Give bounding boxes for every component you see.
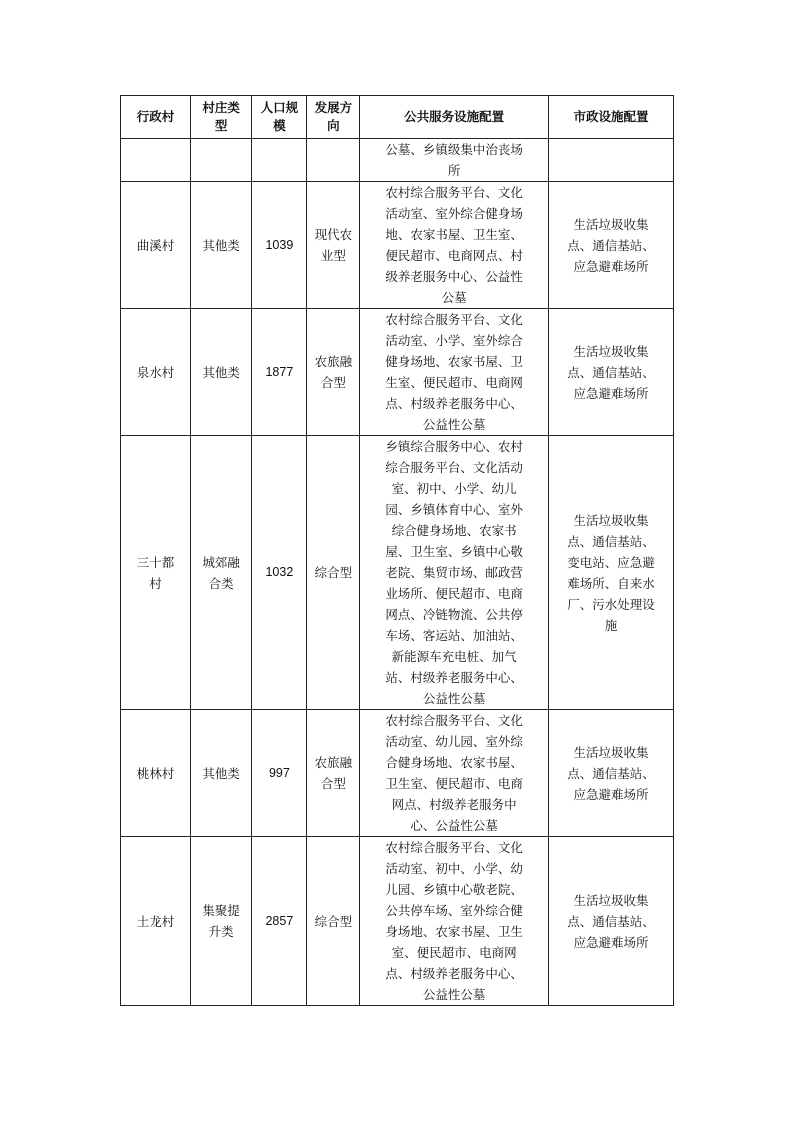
cell-public-facilities-line: 车场、客运站、加油站、 <box>385 628 523 643</box>
cell-public-facilities-line: 活动室、初中、小学、幼 <box>385 861 523 876</box>
cell-village-type-line: 其他类 <box>202 765 240 781</box>
cell-village-type-line: 集聚提 <box>202 903 240 918</box>
cell-municipal-facilities-line: 应急避难场所 <box>573 385 649 401</box>
cell-municipal-facilities <box>548 309 673 436</box>
cell-public-facilities <box>360 139 549 182</box>
cell-village <box>121 139 191 182</box>
cell-municipal-facilities <box>548 710 673 837</box>
table-row <box>121 837 674 1006</box>
cell-public-facilities-line: 身场地、农家书屋、卫生 <box>385 924 523 939</box>
cell-direction <box>307 710 360 837</box>
cell-public-facilities-line: 园、乡镇体育中心、室外 <box>385 502 523 517</box>
cell-municipal-facilities-line: 生活垃圾收集 <box>573 892 649 908</box>
table-row <box>121 710 674 837</box>
cell-direction-line: 业型 <box>320 248 346 263</box>
cell-public-facilities-line: 业场所、便民超市、电商 <box>385 586 523 601</box>
cell-public-facilities-line: 农村综合服务平台、文化 <box>385 312 523 327</box>
cell-municipal-facilities <box>548 436 673 710</box>
cell-municipal-facilities-line: 施 <box>604 617 618 633</box>
header-population: 人口规 模 <box>252 96 307 139</box>
cell-population-value: 2857 <box>265 913 294 928</box>
cell-public-facilities-line: 新能源车充电桩、加气 <box>391 649 517 664</box>
cell-village-line: 土龙村 <box>136 913 175 929</box>
cell-public-facilities-line: 健身场地、农家书屋、卫 <box>385 354 523 369</box>
cell-village-type-line: 合类 <box>208 575 234 591</box>
cell-municipal-facilities-line: 点、通信基站、 <box>567 765 655 781</box>
cell-village-line: 曲溪村 <box>136 237 175 253</box>
cell-public-facilities <box>360 837 549 1006</box>
cell-direction-line: 合型 <box>320 776 346 791</box>
cell-village-type <box>190 139 251 182</box>
cell-population <box>252 139 307 182</box>
cell-public-facilities <box>360 309 549 436</box>
cell-municipal-facilities-line: 点、通信基站、 <box>567 533 655 549</box>
cell-direction-line: 农旅融 <box>314 354 353 369</box>
cell-village <box>121 436 191 710</box>
cell-population-value: 1032 <box>265 565 294 579</box>
cell-public-facilities-line: 活动室、室外综合健身场 <box>385 206 523 221</box>
cell-village <box>121 710 191 837</box>
cell-public-facilities-line: 综合服务平台、文化活动 <box>385 460 523 475</box>
cell-public-facilities-line: 所 <box>447 163 461 178</box>
cell-population-value: 1877 <box>265 364 294 379</box>
cell-municipal-facilities-line: 生活垃圾收集 <box>573 216 649 232</box>
header-public-facilities: 公共服务设施配置 <box>360 96 549 139</box>
cell-municipal-facilities-line: 生活垃圾收集 <box>573 512 649 528</box>
cell-public-facilities-line: 屋、卫生室、乡镇中心敬 <box>385 544 523 559</box>
header-village-type: 村庄类 型 <box>190 96 251 139</box>
cell-municipal-facilities-line: 生活垃圾收集 <box>573 744 649 760</box>
cell-public-facilities-line: 室、便民超市、电商网 <box>391 945 517 960</box>
cell-public-facilities-line: 公益性公墓 <box>422 691 486 706</box>
cell-village-line: 村 <box>149 575 162 591</box>
cell-direction-line: 综合型 <box>314 565 353 580</box>
cell-municipal-facilities <box>548 837 673 1006</box>
cell-public-facilities <box>360 436 549 710</box>
cell-public-facilities-line: 点、村级养老服务中心、 <box>385 966 523 981</box>
cell-village-line: 三十都 <box>136 554 175 570</box>
cell-population <box>252 710 307 837</box>
cell-direction <box>307 182 360 309</box>
cell-public-facilities-line: 公墓 <box>441 290 467 305</box>
cell-municipal-facilities-line: 厂、污水处理设 <box>567 596 655 612</box>
cell-public-facilities-line: 网点、冷链物流、公共停 <box>385 607 523 622</box>
cell-public-facilities-line: 公墓、乡镇级集中治丧场 <box>385 142 523 157</box>
cell-public-facilities-line: 网点、村级养老服务中 <box>391 797 517 812</box>
cell-direction-line: 现代农 <box>314 227 353 242</box>
cell-village <box>121 309 191 436</box>
cell-public-facilities-line: 心、公益性公墓 <box>410 818 498 833</box>
village-facilities-table <box>120 95 674 1006</box>
header-row <box>121 96 674 139</box>
table-row <box>121 436 674 710</box>
cell-public-facilities-line: 室、初中、小学、幼儿 <box>391 481 517 496</box>
cell-municipal-facilities-line: 点、通信基站、 <box>567 913 655 929</box>
cell-public-facilities-line: 便民超市、电商网点、村 <box>385 248 523 263</box>
cell-municipal-facilities-line: 生活垃圾收集 <box>573 343 649 359</box>
cell-public-facilities-line: 卫生室、便民超市、电商 <box>385 776 523 791</box>
cell-public-facilities-line: 点、村级养老服务中心、 <box>385 396 523 411</box>
cell-population <box>252 436 307 710</box>
cell-public-facilities <box>360 710 549 837</box>
cell-village-type <box>190 837 251 1006</box>
cell-public-facilities <box>360 182 549 309</box>
cell-village-type <box>190 436 251 710</box>
cell-public-facilities-line: 农村综合服务平台、文化 <box>385 713 523 728</box>
cell-public-facilities-line: 级养老服务中心、公益性 <box>385 269 523 284</box>
table-row <box>121 182 674 309</box>
cell-public-facilities-line: 活动室、幼儿园、室外综 <box>385 734 523 749</box>
header-municipal-facilities: 市政设施配置 <box>548 96 673 139</box>
cell-public-facilities-line: 综合健身场地、农家书 <box>391 523 517 538</box>
cell-population <box>252 837 307 1006</box>
table-row <box>121 139 674 182</box>
cell-public-facilities-line: 站、村级养老服务中心、 <box>385 670 523 685</box>
cell-direction-line: 综合型 <box>314 913 353 929</box>
cell-public-facilities-line: 活动室、小学、室外综合 <box>385 333 523 348</box>
cell-public-facilities-line: 农村综合服务平台、文化 <box>385 840 523 855</box>
cell-direction <box>307 837 360 1006</box>
cell-village-type-line: 其他类 <box>202 237 240 253</box>
cell-village-line: 泉水村 <box>136 364 175 380</box>
cell-public-facilities-line: 地、农家书屋、卫生室、 <box>385 227 523 242</box>
cell-population <box>252 309 307 436</box>
cell-village-type-line: 其他类 <box>202 364 240 380</box>
cell-public-facilities-line: 乡镇综合服务中心、农村 <box>385 439 523 454</box>
cell-municipal-facilities-line: 变电站、应急避 <box>567 554 655 570</box>
cell-village-type-line: 城郊融 <box>202 554 240 570</box>
cell-municipal-facilities <box>548 139 673 182</box>
cell-direction <box>307 436 360 710</box>
cell-municipal-facilities-line: 难场所、自来水 <box>567 575 655 591</box>
cell-village-line: 桃林村 <box>136 765 175 781</box>
cell-municipal-facilities <box>548 182 673 309</box>
header-direction: 发展方 向 <box>307 96 360 139</box>
cell-village-type <box>190 710 251 837</box>
cell-village <box>121 182 191 309</box>
cell-direction-line: 农旅融 <box>314 755 353 770</box>
cell-direction <box>307 309 360 436</box>
cell-municipal-facilities-line: 应急避难场所 <box>573 934 649 950</box>
cell-public-facilities-line: 公益性公墓 <box>422 987 486 1002</box>
cell-public-facilities-line: 生室、便民超市、电商网 <box>385 375 523 390</box>
cell-population-value: 997 <box>268 765 290 780</box>
cell-public-facilities-line: 儿园、乡镇中心敬老院、 <box>385 882 523 897</box>
cell-public-facilities-line: 农村综合服务平台、文化 <box>385 185 523 200</box>
cell-public-facilities-line: 公共停车场、室外综合健 <box>385 903 523 918</box>
cell-population <box>252 182 307 309</box>
cell-public-facilities-line: 合健身场地、农家书屋、 <box>385 755 523 770</box>
cell-public-facilities-line: 老院、集贸市场、邮政营 <box>385 565 523 580</box>
table-body <box>121 139 674 1006</box>
cell-village-type <box>190 182 251 309</box>
cell-population-value: 1039 <box>265 237 294 252</box>
table-row <box>121 309 674 436</box>
cell-direction-line: 合型 <box>320 375 346 390</box>
cell-municipal-facilities-line: 应急避难场所 <box>573 258 649 274</box>
cell-direction <box>307 139 360 182</box>
cell-village-type-line: 升类 <box>208 924 234 939</box>
cell-municipal-facilities-line: 点、通信基站、 <box>567 237 655 253</box>
cell-municipal-facilities-line: 点、通信基站、 <box>567 364 655 380</box>
cell-public-facilities-line: 公益性公墓 <box>422 417 486 432</box>
header-village: 行政村 <box>121 96 191 139</box>
cell-municipal-facilities-line: 应急避难场所 <box>573 786 649 802</box>
cell-village-type <box>190 309 251 436</box>
cell-village <box>121 837 191 1006</box>
